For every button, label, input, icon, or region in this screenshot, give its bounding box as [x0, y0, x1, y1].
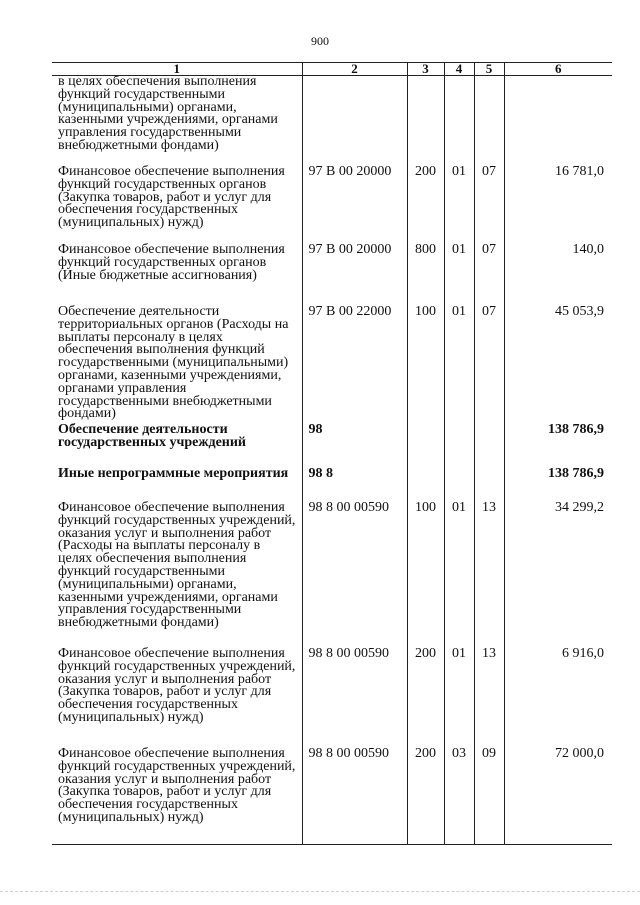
table-row — [52, 76, 612, 167]
cell-amount: 138 786,9 — [504, 424, 612, 468]
cell-section: 01 — [444, 648, 474, 748]
table-row — [52, 748, 612, 845]
cell-amount: 16 781,0 — [504, 166, 612, 244]
header-col-3: 3 — [407, 63, 444, 76]
cell-expense-type — [407, 468, 444, 502]
cell-code — [302, 76, 407, 167]
table-row — [52, 424, 612, 468]
cell-name: в целях обеспечения выполнения функций государственными (муниципальными) органами, казенными учреждениями, органами управления государственными внебюджетными фондами) — [58, 74, 278, 153]
cell-section: 01 — [444, 166, 474, 244]
table-body — [52, 76, 612, 845]
cell-subsection: 07 — [474, 166, 504, 244]
header-col-2: 2 — [302, 63, 407, 76]
table-row — [52, 648, 612, 748]
header-col-1: 1 — [52, 63, 302, 76]
table-row — [52, 244, 612, 306]
cell-section — [444, 424, 474, 468]
cell-section: 01 — [444, 502, 474, 648]
cell-section: 03 — [444, 748, 474, 845]
page-bottom-rule — [0, 891, 640, 892]
cell-expense-type — [407, 76, 444, 167]
cell-amount — [504, 76, 612, 167]
cell-amount: 6 916,0 — [504, 648, 612, 748]
cell-subsection — [474, 424, 504, 468]
cell-name: Иные непрограммные мероприятия — [58, 466, 289, 481]
cell-subsection: 07 — [474, 306, 504, 424]
cell-amount: 138 786,9 — [504, 468, 612, 502]
cell-expense-type: 200 — [407, 648, 444, 748]
header-col-4: 4 — [444, 63, 474, 76]
cell-name: Финансовое обеспечение выполнения функций государственных учреждений, оказания услуг и выполнения работ (Расходы на выплаты персоналу в целях обеспечения выполнения функций государственными (муниципальными) органами, казенными учреждениями, органами управления государственными внебюджетными фондами) — [58, 500, 296, 631]
cell-code: 98 8 00 00590 — [302, 502, 407, 648]
cell-name: Финансовое обеспечение выполнения функций государственных учреждений, оказания услуг и выполнения работ (Закупка товаров, работ и услуг для обеспечения государственных (муниципальных) нужд) — [52, 748, 302, 845]
budget-table — [52, 62, 612, 845]
header-col-5: 5 — [474, 63, 504, 76]
cell-subsection — [474, 76, 504, 167]
page-number: 900 — [311, 34, 329, 48]
cell-code: 98 8 00 00590 — [302, 748, 407, 845]
table-row — [52, 502, 612, 648]
cell-subsection — [474, 468, 504, 502]
cell-section — [444, 468, 474, 502]
cell-subsection: 13 — [474, 648, 504, 748]
cell-amount: 140,0 — [504, 244, 612, 306]
cell-name: Финансовое обеспечение выполнения функций государственных органов (Иные бюджетные ассигнования) — [58, 242, 285, 283]
table-row — [52, 306, 612, 424]
cell-expense-type: 200 — [407, 166, 444, 244]
cell-section — [444, 76, 474, 167]
table-row — [52, 468, 612, 502]
cell-name: Финансовое обеспечение выполнения функций государственных учреждений, оказания услуг и выполнения работ (Закупка товаров, работ и услуг для обеспечения государственных (муниципальных) нужд) — [58, 646, 296, 725]
cell-code: 97 В 00 22000 — [302, 306, 407, 424]
cell-code: 98 — [302, 424, 407, 468]
cell-code: 97 В 00 20000 — [302, 244, 407, 306]
cell-expense-type: 100 — [407, 306, 444, 424]
cell-expense-type: 800 — [407, 244, 444, 306]
cell-subsection: 13 — [474, 502, 504, 648]
cell-amount: 45 053,9 — [504, 306, 612, 424]
cell-subsection: 07 — [474, 244, 504, 306]
cell-expense-type — [407, 424, 444, 468]
cell-subsection: 09 — [474, 748, 504, 845]
cell-name: Обеспечение деятельности территориальных органов (Расходы на выплаты персоналу в целях обеспечения выполнения функций государственными (муниципальными) органами, казенными учреждениями, органами управления государственными внебюджетными фондами) — [58, 304, 289, 422]
cell-section: 01 — [444, 244, 474, 306]
cell-name: Обеспечение деятельности государственных учреждений — [58, 422, 246, 450]
cell-expense-type: 100 — [407, 502, 444, 648]
cell-expense-type: 200 — [407, 748, 444, 845]
cell-code: 97 В 00 20000 — [302, 166, 407, 244]
cell-section: 01 — [444, 306, 474, 424]
header-col-6: 6 — [504, 63, 612, 76]
cell-code: 98 8 — [302, 468, 407, 502]
cell-amount: 72 000,0 — [504, 748, 612, 845]
cell-name: Финансовое обеспечение выполнения функций государственных органов (Закупка товаров, работ и услуг для обеспечения государственных (муниципальных) нужд) — [58, 164, 285, 231]
cell-amount: 34 299,2 — [504, 502, 612, 648]
cell-code: 98 8 00 00590 — [302, 648, 407, 748]
table-row — [52, 166, 612, 244]
